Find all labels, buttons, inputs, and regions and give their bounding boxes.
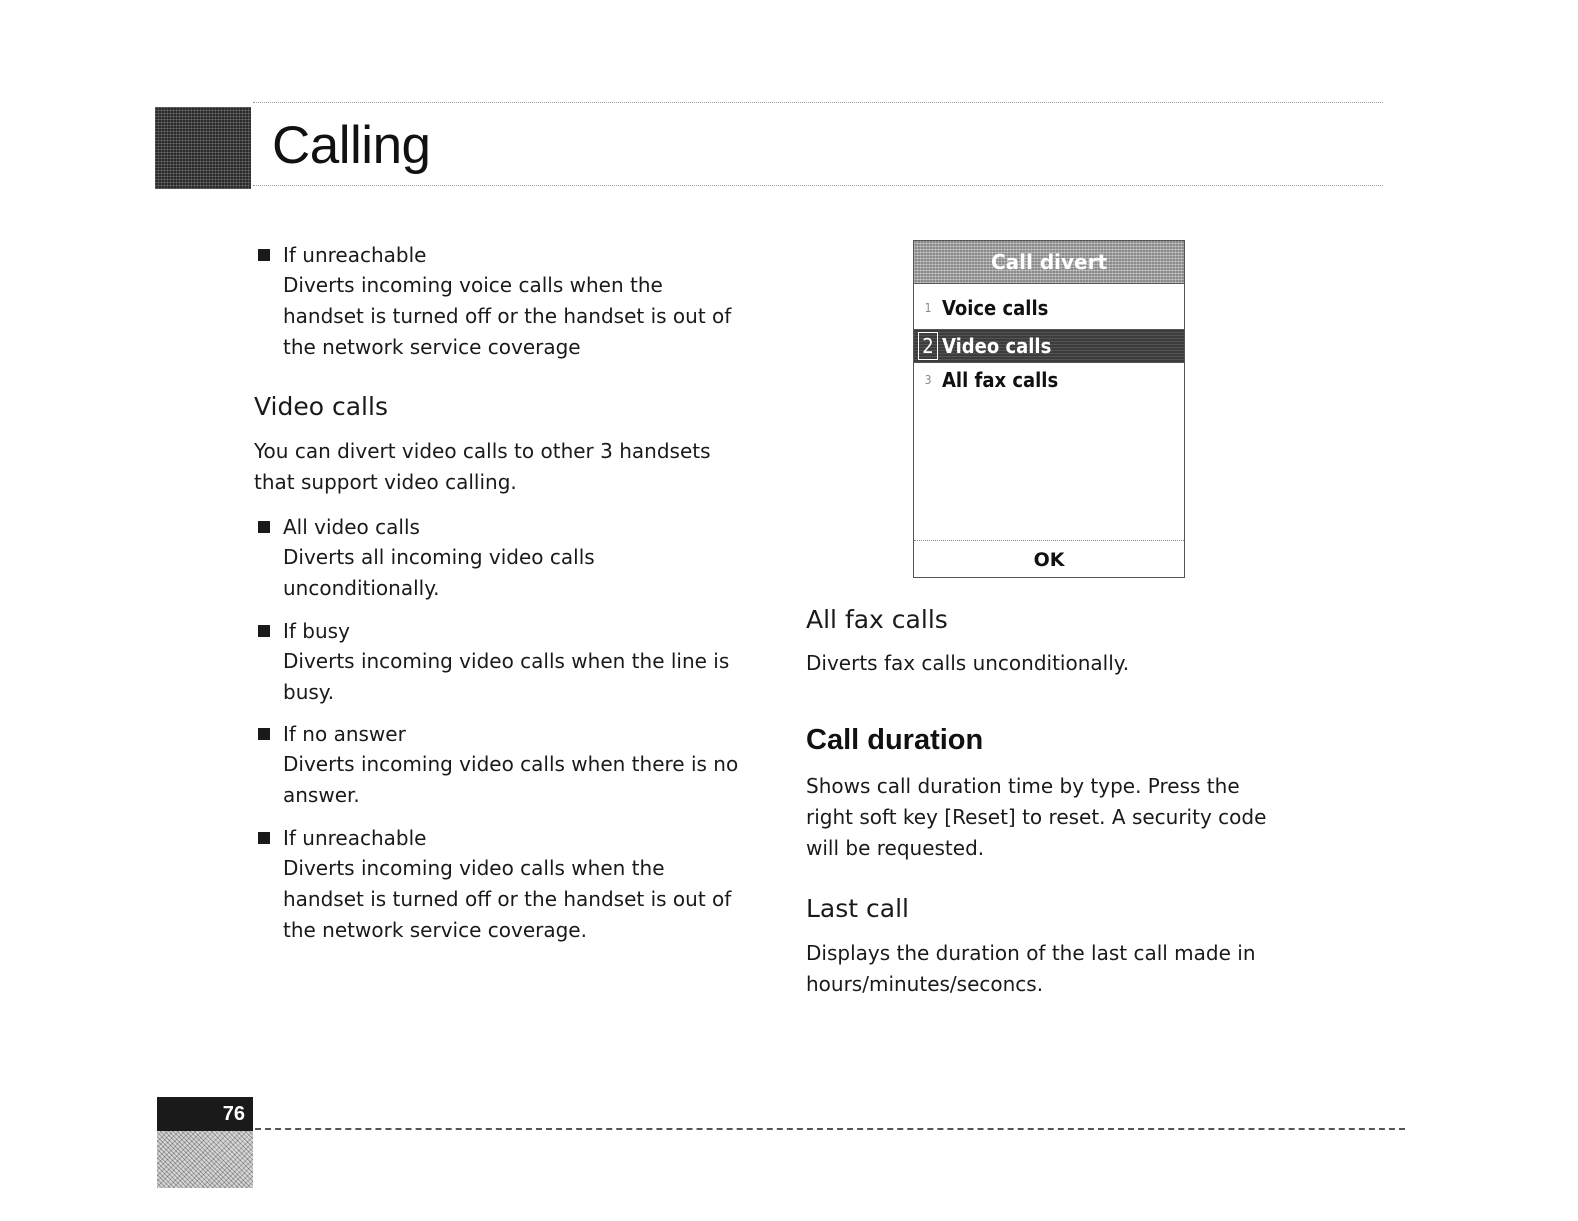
item-description: Diverts incoming video calls when the handset is turned off or the handset is out of the network service coverage. xyxy=(283,856,732,942)
item-description: Diverts incoming video calls when the line is busy. xyxy=(283,649,730,704)
phone-screen-title: Call divert xyxy=(914,241,1184,284)
menu-label: Voice calls xyxy=(942,296,1049,320)
call-duration-text: Shows call duration time by type. Press the right soft key [Reset] to reset. A security code will be requested. xyxy=(806,774,1267,860)
menu-item-all-fax-calls[interactable] xyxy=(914,363,1184,397)
menu-number: 1 xyxy=(924,301,932,315)
video-item-no-answer xyxy=(258,719,758,811)
item-title: If no answer xyxy=(283,722,406,746)
item-title: All video calls xyxy=(283,515,420,539)
voice-unreachable-item xyxy=(258,240,758,363)
item-title: If busy xyxy=(283,619,350,643)
video-calls-intro: You can divert video calls to other 3 handsets that support video calling. xyxy=(254,439,711,494)
item-description: Diverts incoming video calls when there is no answer. xyxy=(283,752,739,807)
last-call-text: Displays the duration of the last call made in hours/minutes/seconcs. xyxy=(806,941,1256,996)
menu-label: All fax calls xyxy=(942,368,1059,392)
page-title: Calling xyxy=(272,116,431,175)
header-graphic-block xyxy=(155,107,251,189)
menu-number: 2 xyxy=(918,332,938,360)
item-description: Diverts all incoming video calls unconditionally. xyxy=(283,545,595,600)
item-description: Diverts incoming voice calls when the handset is turned off or the handset is out of the network service coverage xyxy=(283,273,732,359)
bullet-square-icon xyxy=(258,728,270,740)
item-title: If unreachable xyxy=(283,826,427,850)
bullet-square-icon xyxy=(258,249,270,261)
call-duration-section xyxy=(806,723,1326,757)
phone-screen xyxy=(913,240,1185,578)
header-top-rule xyxy=(253,102,1383,103)
bullet-square-icon xyxy=(258,521,270,533)
section-heading: Last call xyxy=(806,894,909,923)
menu-item-voice-calls[interactable] xyxy=(914,291,1184,325)
fax-text: Diverts fax calls unconditionally. xyxy=(806,651,1130,675)
video-item-all xyxy=(258,512,758,604)
menu-label: Video calls xyxy=(942,334,1052,358)
video-item-busy xyxy=(258,616,758,708)
section-heading: Call duration xyxy=(806,724,984,756)
bullet-square-icon xyxy=(258,625,270,637)
item-title: If unreachable xyxy=(283,243,427,267)
video-calls-section xyxy=(254,391,774,423)
header-bottom-rule xyxy=(253,185,1383,186)
last-call-section xyxy=(806,893,1326,925)
video-item-unreachable xyxy=(258,823,758,946)
footer-graphic-block xyxy=(157,1131,253,1188)
fax-section xyxy=(806,604,1326,636)
section-heading: All fax calls xyxy=(806,605,948,634)
page-number: 76 xyxy=(157,1097,253,1131)
menu-item-video-calls[interactable] xyxy=(914,329,1184,363)
bullet-square-icon xyxy=(258,832,270,844)
footer-rule xyxy=(255,1128,1405,1130)
softkey-ok[interactable]: OK xyxy=(914,540,1184,577)
section-heading: Video calls xyxy=(254,392,388,421)
menu-number: 3 xyxy=(924,373,932,387)
